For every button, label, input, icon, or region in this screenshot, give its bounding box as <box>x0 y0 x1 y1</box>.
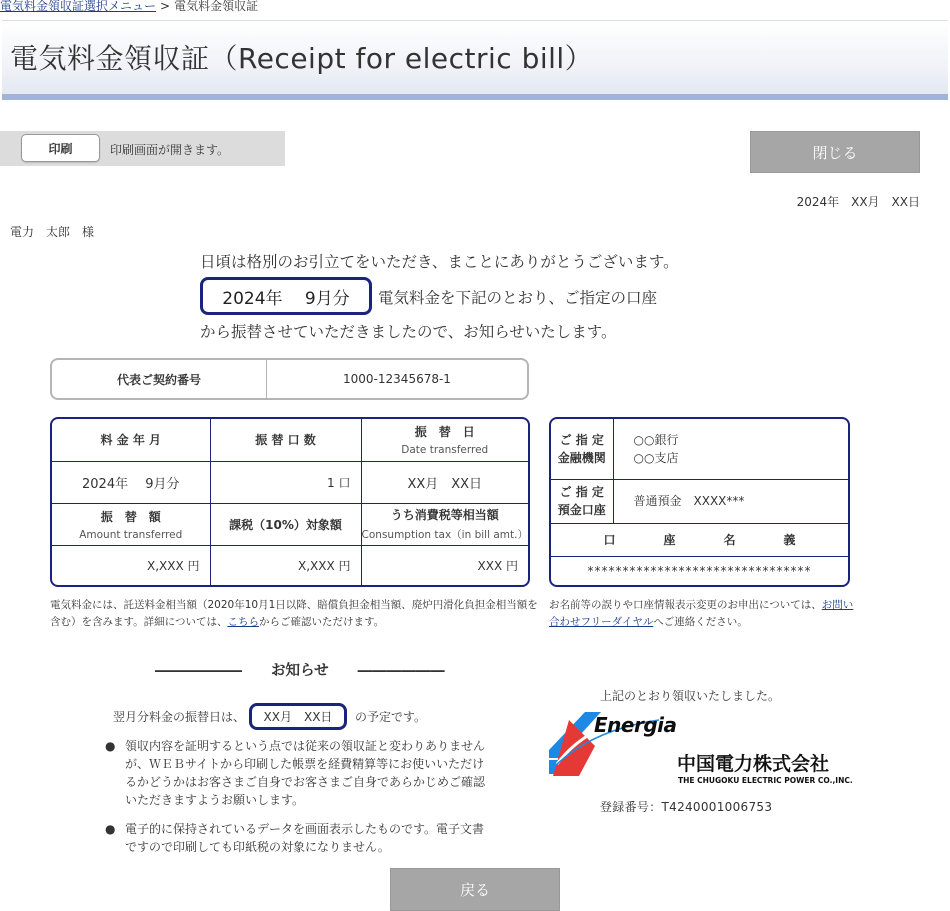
notice-heading: ―――――― お知らせ ―――――― <box>155 663 445 679</box>
customer-name: 電力 太郎 様 <box>10 225 95 239</box>
bullet-dot: ● <box>105 822 116 836</box>
company-name: 中国電力株式会社 <box>677 753 830 775</box>
account-label-line1: ご 指 定 <box>559 485 604 499</box>
print-bar <box>0 131 285 166</box>
branch-name: ○○支店 <box>633 450 679 465</box>
message-line-2: 電気料金を下記のとおり、ご指定の口座 <box>378 289 658 307</box>
taxable-amount-value: X,XXX 円 <box>210 545 361 585</box>
billing-month-header: 料 金 年 月 <box>52 419 210 461</box>
contact-note-text: お名前等の誤りや口座情報表示変更のお申出については、 <box>549 599 822 611</box>
breadcrumb <box>0 0 258 14</box>
bank-name: ○○銀行 <box>633 432 679 447</box>
contract-number-value: 1000-12345678-1 <box>343 372 451 386</box>
tax-value: XXX 円 <box>361 545 528 585</box>
greeting-line: 日頃は格別のお引立てをいただき、まことにありがとうございます。 <box>200 253 679 271</box>
billing-month-badge: 2024年 9月分 <box>200 277 372 315</box>
breadcrumb-separator: > <box>160 0 171 13</box>
consignment-fee-note <box>50 597 540 631</box>
transfer-date-value: XX月 XX日 <box>361 461 528 503</box>
company-name-en: THE CHUGOKU ELECTRIC POWER CO.,INC. <box>678 776 853 785</box>
account-holder-header: 口座名義 <box>551 523 848 556</box>
breadcrumb-link-menu[interactable]: 電気料金領収証選択メニュー <box>0 0 157 13</box>
page-title: 電気料金領収証（Receipt for electric bill） <box>10 42 594 75</box>
print-hint: 印刷画面が開きます。 <box>110 143 230 157</box>
consignment-fee-note-after: からご確認いただけます。 <box>258 616 385 628</box>
registration-number: 登録番号：T4240001006753 <box>600 800 773 814</box>
account-label <box>551 479 613 523</box>
taxable-amount-header: 課税（10%）対象額 <box>210 503 361 545</box>
amount-value: X,XXX 円 <box>52 545 210 585</box>
account-holder-value: ******************************** <box>551 556 848 585</box>
issue-date: 2024年 XX月 XX日 <box>796 195 920 209</box>
close-button[interactable]: 閉じる <box>750 131 920 173</box>
account-value: 普通預金 XXXX*** <box>613 479 848 523</box>
notice-bullet <box>105 820 495 856</box>
breadcrumb-current: 電気料金領収証 <box>174 0 259 13</box>
contract-number-box <box>50 358 529 400</box>
energia-logo-text: Energia <box>594 713 677 737</box>
institution-label-line2: 金融機関 <box>557 450 606 465</box>
transfer-count-header: 振 替 口 数 <box>210 419 361 461</box>
tax-header-text: うち消費税等相当額 <box>390 508 499 522</box>
next-transfer-date-badge: XX月 XX日 <box>249 703 347 730</box>
back-button[interactable]: 戻る <box>390 868 560 911</box>
title-bar <box>2 20 948 100</box>
transfer-date-header-text: 振 替 日 <box>414 425 475 440</box>
payment-table <box>50 417 530 587</box>
next-transfer-prefix: 翌月分料金の振替日は、 <box>113 710 246 724</box>
tax-header <box>361 503 528 545</box>
consignment-fee-note-text: 電気料金には、託送料金相当額（2020年10月1日以降、賠償負担金相当額、廃炉円滑化負担金相当額を含む）を含みます。詳細については、 <box>50 599 538 628</box>
bullet-dot: ● <box>105 739 116 753</box>
contact-note-after: へご連絡ください。 <box>653 616 748 628</box>
account-label-line2: 預金口座 <box>557 503 606 517</box>
bank-account-table <box>549 417 850 587</box>
institution-label-line1: ご 指 定 <box>559 432 604 447</box>
amount-header <box>52 503 210 545</box>
received-statement: 上記のとおり領収いたしました。 <box>600 689 781 703</box>
transfer-date-header <box>361 419 528 461</box>
notice-bullet-text: 領収内容を証明するという点では従来の領収証と変わりありませんが、ＷＥＢサイトから印刷した帳票を経費精算等にお使いいただけるかどうかはお客さまご自身でお客さまご自身であらかじめご確認いただきますようお願いします。 <box>125 739 486 807</box>
print-button[interactable]: 印刷 <box>21 134 100 162</box>
contact-note <box>549 597 859 631</box>
notice-bullet <box>105 737 495 809</box>
institution-value <box>613 419 848 479</box>
contract-number-label: 代表ご契約番号 <box>52 360 267 398</box>
notice-bullet-text: 電子的に保持されているデータを画面表示したものです。電子文書ですので印刷しても印紙税の対象になりません。 <box>125 822 485 854</box>
details-link[interactable]: こちら <box>227 616 259 628</box>
amount-header-text: 振 替 額 <box>100 509 161 524</box>
amount-header-sub: Amount transferred <box>79 528 183 541</box>
tax-header-sub: Consumption tax（in bill amt.） <box>361 529 528 541</box>
transfer-count-value: 1 口 <box>210 461 361 503</box>
institution-label <box>551 419 613 479</box>
next-transfer-suffix: の予定です。 <box>355 710 427 724</box>
transfer-date-header-sub: Date transferred <box>401 444 489 457</box>
message-line-3: から振替させていただきましたので、お知らせいたします。 <box>200 323 617 341</box>
contact-freedial-link[interactable]: お問い合わせフリーダイヤル <box>549 599 854 628</box>
billing-month-value: 2024年 9月分 <box>52 461 210 503</box>
